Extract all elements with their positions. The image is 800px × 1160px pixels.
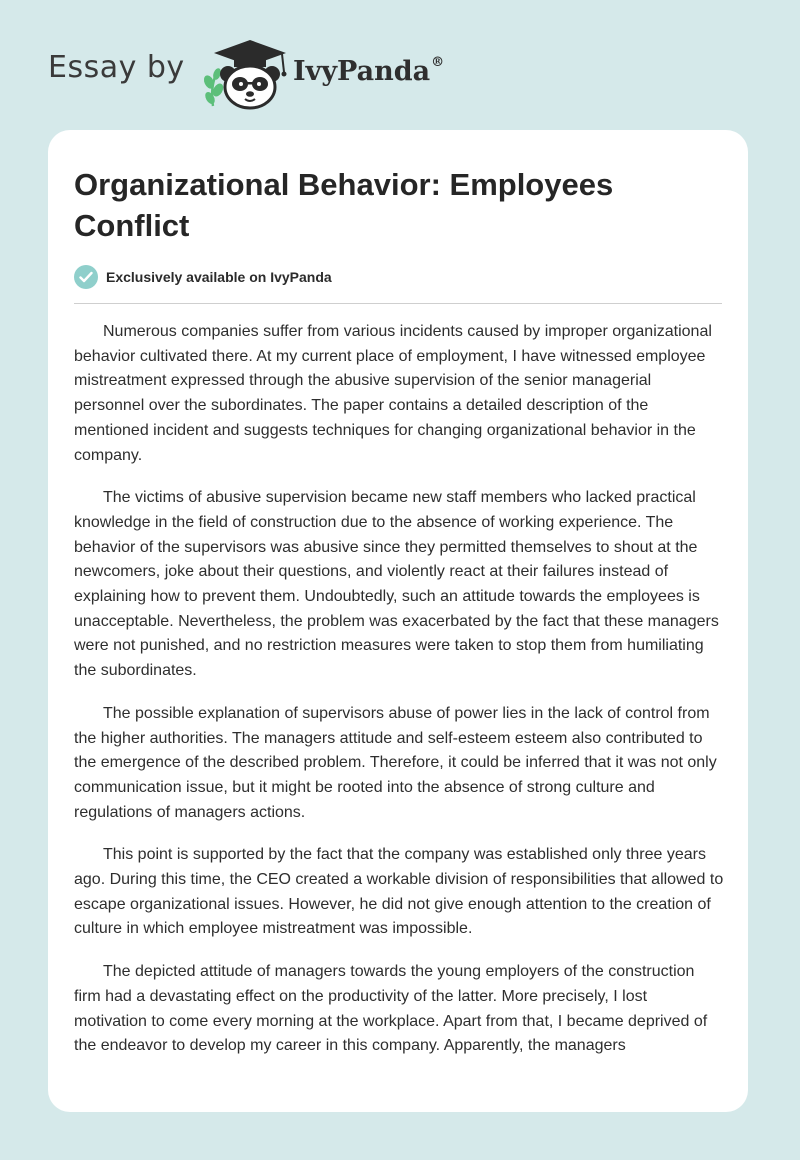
paragraph: Numerous companies suffer from various incidents caused by improper organizational behavior cultivated there. At my current place of employment, I have witnessed employee mistreatment expressed through the abusive supervision of the senior managerial personnel over the subordinates. The paper contains a detailed description of the mentioned incident and suggests techniques for changing organizational behavior in the company. — [74, 323, 712, 464]
panda-logo-icon[interactable] — [200, 36, 296, 112]
brand-name[interactable] — [293, 56, 444, 87]
paragraph: The possible explanation of supervisors abuse of power lies in the lack of control from the higher authorities. The managers attitude and self-esteem esteem also contributed to the emergence of the described problem. Therefore, it could be inferred that it was not only communication issue, but it might be rooted into the absence of strong culture and regulations of managers actions. — [74, 704, 717, 821]
essay-title: Organizational Behavior: Employees Conflict — [74, 167, 614, 243]
divider — [74, 303, 722, 304]
exclusive-badge — [74, 264, 332, 290]
paragraph: This point is supported by the fact that the company was established only three years ago. During this time, the CEO created a workable division of responsibilities that allowed to escape organizational issues. However, he did not give enough attention to the creation of culture in which employee mistreatment was impossible. — [74, 846, 724, 938]
essay-body — [74, 320, 724, 1077]
paragraph: The victims of abusive supervision became new staff members who lacked practical knowledge in the field of construction due to the absence of working experience. The behavior of the supervisors was abusive since they permitted themselves to shout at the newcomers, joke about their questions, and violently react at their failures instead of explaining how to prevent them. Undoubtedly, such an attitude towards the employees is unacceptable. Nevertheless, the problem was exacerbated by the fact that these managers were not punished, and no restriction measures were taken to stop them from humiliating the subordinates. — [74, 489, 719, 680]
brand-text: IvyPanda — [293, 56, 431, 87]
registered-mark: ® — [431, 55, 445, 70]
site-header — [0, 0, 800, 130]
essay-card — [48, 130, 748, 1112]
paragraph: The depicted attitude of managers towards the young employers of the construction firm had a devastating effect on the productivity of the latter. More precisely, I lost motivation to come every morning at the workplace. Apart from that, I became deprived of the endeavor to develop my career in this company. Apparently, the managers — [74, 963, 708, 1055]
exclusive-badge-label: Exclusively available on IvyPanda — [106, 269, 332, 285]
check-icon — [74, 265, 98, 289]
essay-by-label: Essay by — [48, 50, 185, 85]
